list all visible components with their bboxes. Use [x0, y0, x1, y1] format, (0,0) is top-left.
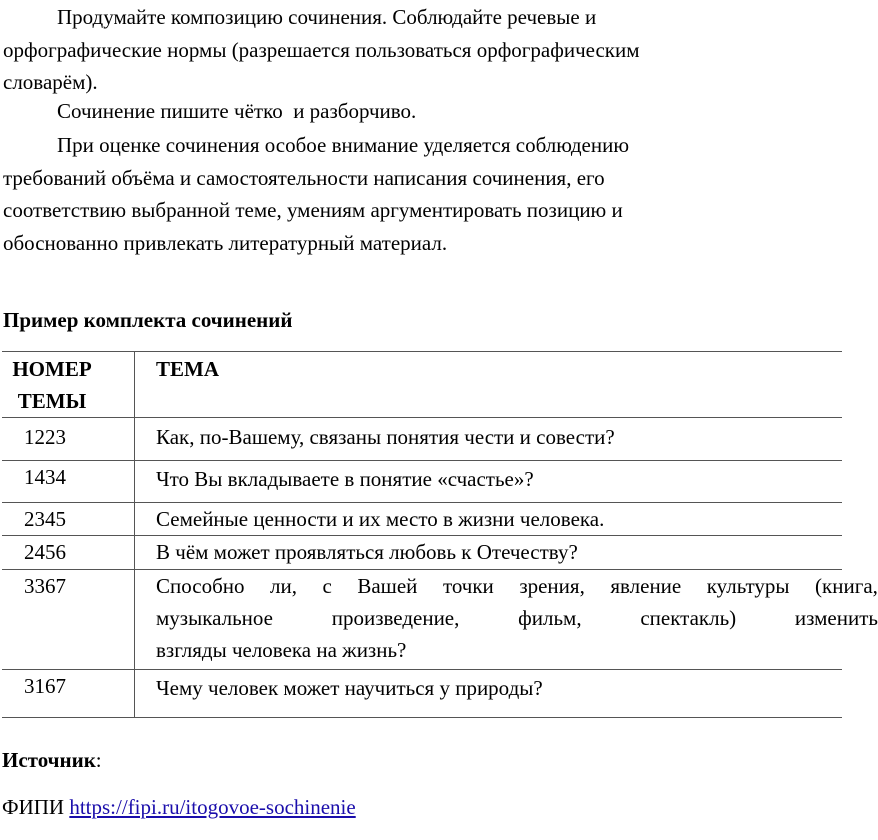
row-topic: В чём может проявляться любовь к Отечеству? [156, 540, 578, 564]
topics-table [2, 351, 878, 718]
intro-paragraph-3 [3, 129, 815, 259]
table-header-row [2, 352, 842, 418]
row-topic-word: (книга, [815, 574, 878, 598]
table-row [2, 418, 842, 461]
row-number-cell [2, 461, 135, 503]
intro-paragraph-3-line-2: требований объёма и самостоятельности написания сочинения, его [3, 165, 605, 190]
row-topic-word: изменить [794, 606, 878, 630]
intro-paragraph-1 [3, 1, 815, 99]
row-topic-cell [135, 461, 843, 503]
table-row [2, 570, 842, 670]
source-label-text: Источник [2, 748, 96, 772]
row-topic-word: музыкальное [156, 606, 273, 630]
row-topic: Что Вы вкладываете в понятие «счастье»? [156, 467, 534, 491]
row-number: 2456 [24, 540, 66, 564]
row-topic: Чему человек может научиться у природы? [156, 676, 543, 700]
intro-paragraph-3-line-4: обоснованно привлекать литературный материал. [3, 230, 448, 255]
row-topic-cell [135, 503, 843, 536]
row-number-cell [2, 570, 135, 670]
row-number-cell [2, 418, 135, 461]
table-row [2, 670, 842, 718]
row-number-cell [2, 536, 135, 570]
intro-paragraph-1-line-3: словарём). [3, 70, 98, 94]
row-topic-line-3: взгляды человека на жизнь? [156, 638, 407, 662]
row-topic-word: зрения, [519, 574, 585, 598]
row-number-cell [2, 670, 135, 718]
intro-paragraph-2 [3, 95, 815, 128]
row-topic-cell [135, 418, 843, 461]
row-number: 1434 [24, 465, 66, 489]
intro-paragraph-3-line-1: При оценке сочинения особое внимание уделяется соблюдению [57, 133, 630, 157]
source-link[interactable]: https://fipi.ru/itogovoe-sochinenie [69, 795, 356, 819]
intro-paragraph-1-line-1: Продумайте композицию сочинения. Соблюдайте речевые и [57, 5, 597, 29]
source-line [2, 792, 356, 822]
row-topic-word: Вашей [357, 574, 418, 598]
row-topic-cell [135, 536, 843, 570]
row-topic-line-1 [156, 570, 878, 602]
row-number: 3367 [24, 574, 66, 598]
table-row [2, 536, 842, 570]
row-topic: Как, по-Вашему, связаны понятия чести и совести? [156, 425, 615, 449]
row-topic-word: фильм, [518, 606, 582, 630]
intro-paragraph-3-line-3: соответствию выбранной теме, умениям аргументировать позицию и [3, 198, 623, 222]
header-number-label-line-1: НОМЕР [12, 357, 92, 381]
header-number-label-line-2: ТЕМЫ [17, 389, 87, 413]
row-topic: Семейные ценности и их место в жизни человека. [156, 507, 605, 531]
row-topic-word: культуры [706, 574, 790, 598]
header-topic-label: ТЕМА [156, 357, 219, 381]
section-title: Пример комплекта сочинений [3, 308, 293, 332]
row-topic-word: с [322, 574, 332, 598]
row-topic-word: спектакль) [640, 606, 737, 630]
row-topic-word: ли, [270, 574, 297, 598]
header-topic-cell [135, 352, 843, 418]
intro-paragraph-2-line-1: Сочинение пишите чётко и разборчиво. [57, 99, 417, 123]
row-number: 3167 [24, 674, 66, 698]
source-label-colon: : [95, 748, 102, 772]
table-row [2, 461, 842, 503]
table-row [2, 503, 842, 536]
row-topic-word: точки [442, 574, 494, 598]
row-topic-cell [135, 670, 843, 718]
source-label [2, 745, 102, 775]
row-topic-line-2 [156, 602, 878, 634]
row-topic-cell [135, 570, 878, 670]
row-number: 1223 [24, 425, 66, 449]
row-topic-word: Способно [156, 574, 245, 598]
row-number-cell [2, 503, 135, 536]
row-topic-word: явление [610, 574, 682, 598]
source-prefix: ФИПИ [2, 795, 70, 819]
row-topic-word: произведение, [331, 606, 460, 630]
row-number: 2345 [24, 507, 66, 531]
header-number-cell [2, 352, 135, 418]
intro-paragraph-1-line-2: орфографические нормы (разрешается пользоваться орфографическим [3, 37, 640, 62]
